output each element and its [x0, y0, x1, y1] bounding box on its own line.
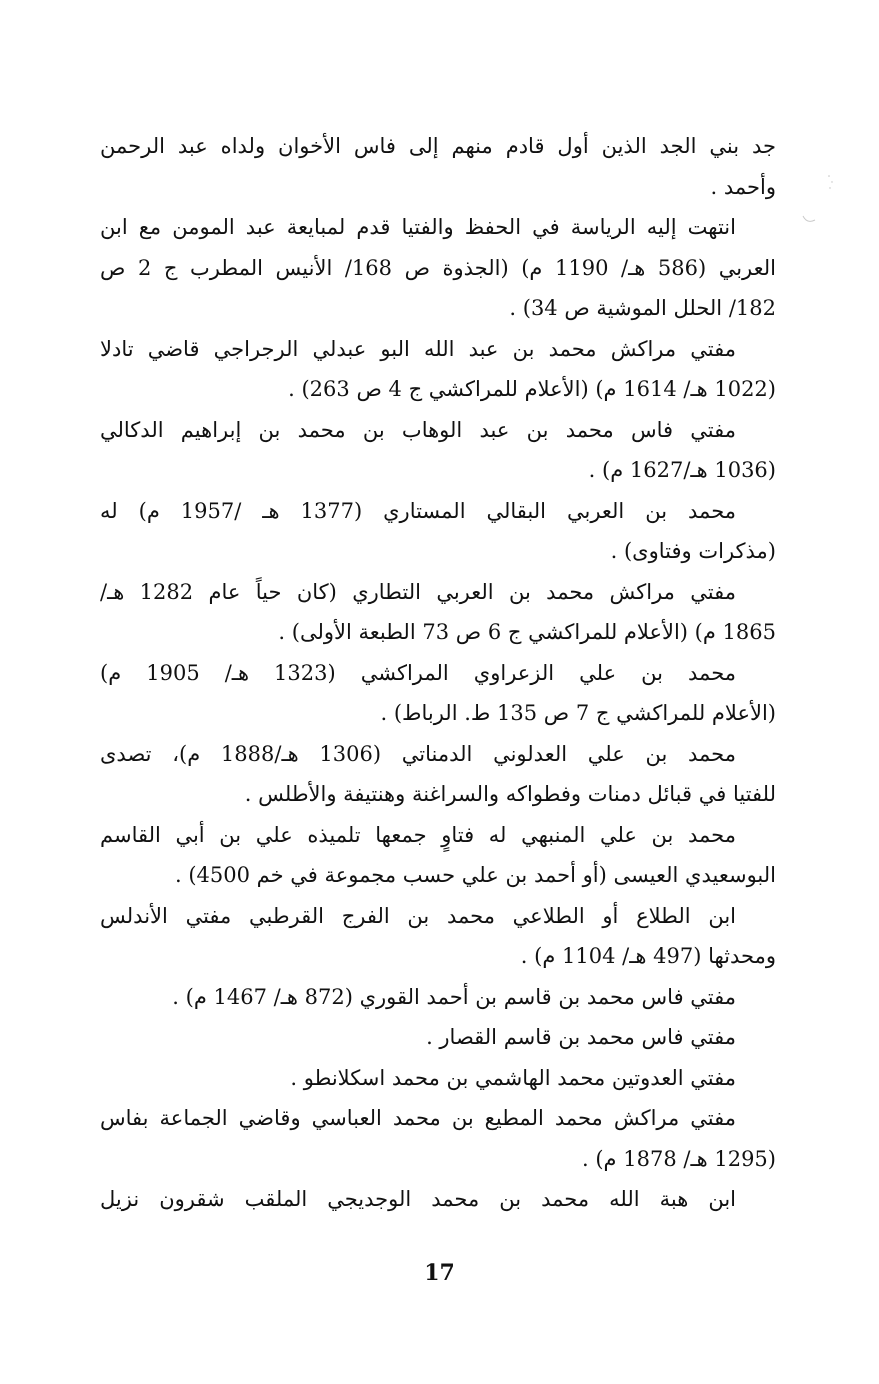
text-line: ابن الطلاع أو الطلاعي محمد بن الفرج القرطبي مفتي الأندلس	[100, 903, 736, 928]
paragraph	[100, 410, 776, 491]
text-line: (1036 هـ/1627 م) .	[588, 458, 776, 482]
paragraph	[100, 734, 776, 815]
paragraph	[100, 207, 776, 329]
paragraph	[100, 126, 776, 207]
text-line: 1865 م) (الأعلام للمراكشي ج 6 ص 73 الطبعة الأولى) .	[278, 620, 776, 644]
paragraph	[100, 329, 776, 410]
text-line: (مذكرات وفتاوى) .	[610, 539, 776, 563]
paragraph	[100, 896, 776, 977]
text-line: (الأعلام للمراكشي ج 7 ص 135 ط. الرباط) .	[380, 701, 776, 725]
text-line: (1295 هـ/ 1878 م) .	[582, 1146, 776, 1171]
text-line: مفتي مراكش محمد بن عبد الله البو عبدلي الرجراجي قاضي تادلا	[100, 336, 736, 361]
text-line: وأحمد .	[710, 174, 776, 199]
paragraph	[100, 1098, 776, 1179]
text-line: ومحدثها (497 هـ/ 1104 م) .	[520, 944, 776, 968]
text-line: جد بني الجد الذين أول قادم منهم إلى فاس الأخوان ولداه عبد الرحمن	[100, 134, 776, 158]
text-line: انتهت إليه الرياسة في الحفظ والفتيا قدم لمبايعة عبد المومن مع ابن	[100, 215, 736, 239]
text-line: مفتي فاس محمد بن قاسم بن أحمد القوري (872 هـ/ 1467 م) .	[172, 984, 736, 1009]
text-line: محمد بن علي المنبهي له فتاوٍ جمعها تلميذه علي بن أبي القاسم	[100, 822, 736, 847]
text-line: 182/ الحلل الموشية ص 34) .	[509, 296, 776, 320]
paragraph	[100, 572, 776, 653]
paragraph	[100, 1058, 776, 1099]
text-line: محمد بن علي العدلوني الدمناتي (1306 هـ/1888 م)، تصدى	[100, 741, 736, 766]
paragraph	[100, 1017, 776, 1058]
text-line: (1022 هـ/ 1614 م) (الأعلام للمراكشي ج 4 ص 263) .	[288, 377, 776, 401]
scan-speck-marks	[799, 172, 839, 232]
text-line: العربي (586 هـ/ 1190 م) (الجذوة ص 168/ الأنيس المطرب ج 2 ص	[100, 255, 776, 280]
page-number: 17	[424, 1260, 455, 1286]
text-line: مفتي فاس محمد بن قاسم القصار .	[426, 1025, 736, 1049]
text-line: مفتي مراكش محمد المطيع بن محمد العباسي وقاضي الجماعة بفاس	[100, 1106, 736, 1130]
text-line: ابن هبة الله محمد بن محمد الوجديجي الملقب شقرون نزيل	[100, 1187, 736, 1211]
paragraph	[100, 815, 776, 896]
paragraph	[100, 977, 776, 1018]
text-line: للفتيا في قبائل دمنات وفطواكه والسراغنة وهنتيفة والأطلس .	[244, 782, 776, 806]
paragraph	[100, 491, 776, 572]
text-line: محمد بن العربي البقالي المستاري (1377 هـ /1957 م) له	[100, 498, 737, 523]
paragraph	[100, 1179, 776, 1220]
text-line: البوسعيدي العيسى (أو أحمد بن علي حسب مجموعة في خم 4500) .	[174, 863, 776, 887]
paragraph	[100, 653, 776, 734]
text-line: مفتي مراكش محمد بن العربي التطاري (كان حياً عام 1282 هـ/	[100, 579, 737, 604]
text-line: مفتي فاس محمد بن عبد الوهاب بن محمد بن إبراهيم الدكالي	[100, 417, 736, 442]
main-text	[100, 126, 776, 1220]
text-line: محمد بن علي الزعراوي المراكشي (1323 هـ/ 1905 م)	[100, 660, 737, 685]
text-line: مفتي العدوتين محمد الهاشمي بن محمد اسكلانطو .	[290, 1065, 736, 1090]
